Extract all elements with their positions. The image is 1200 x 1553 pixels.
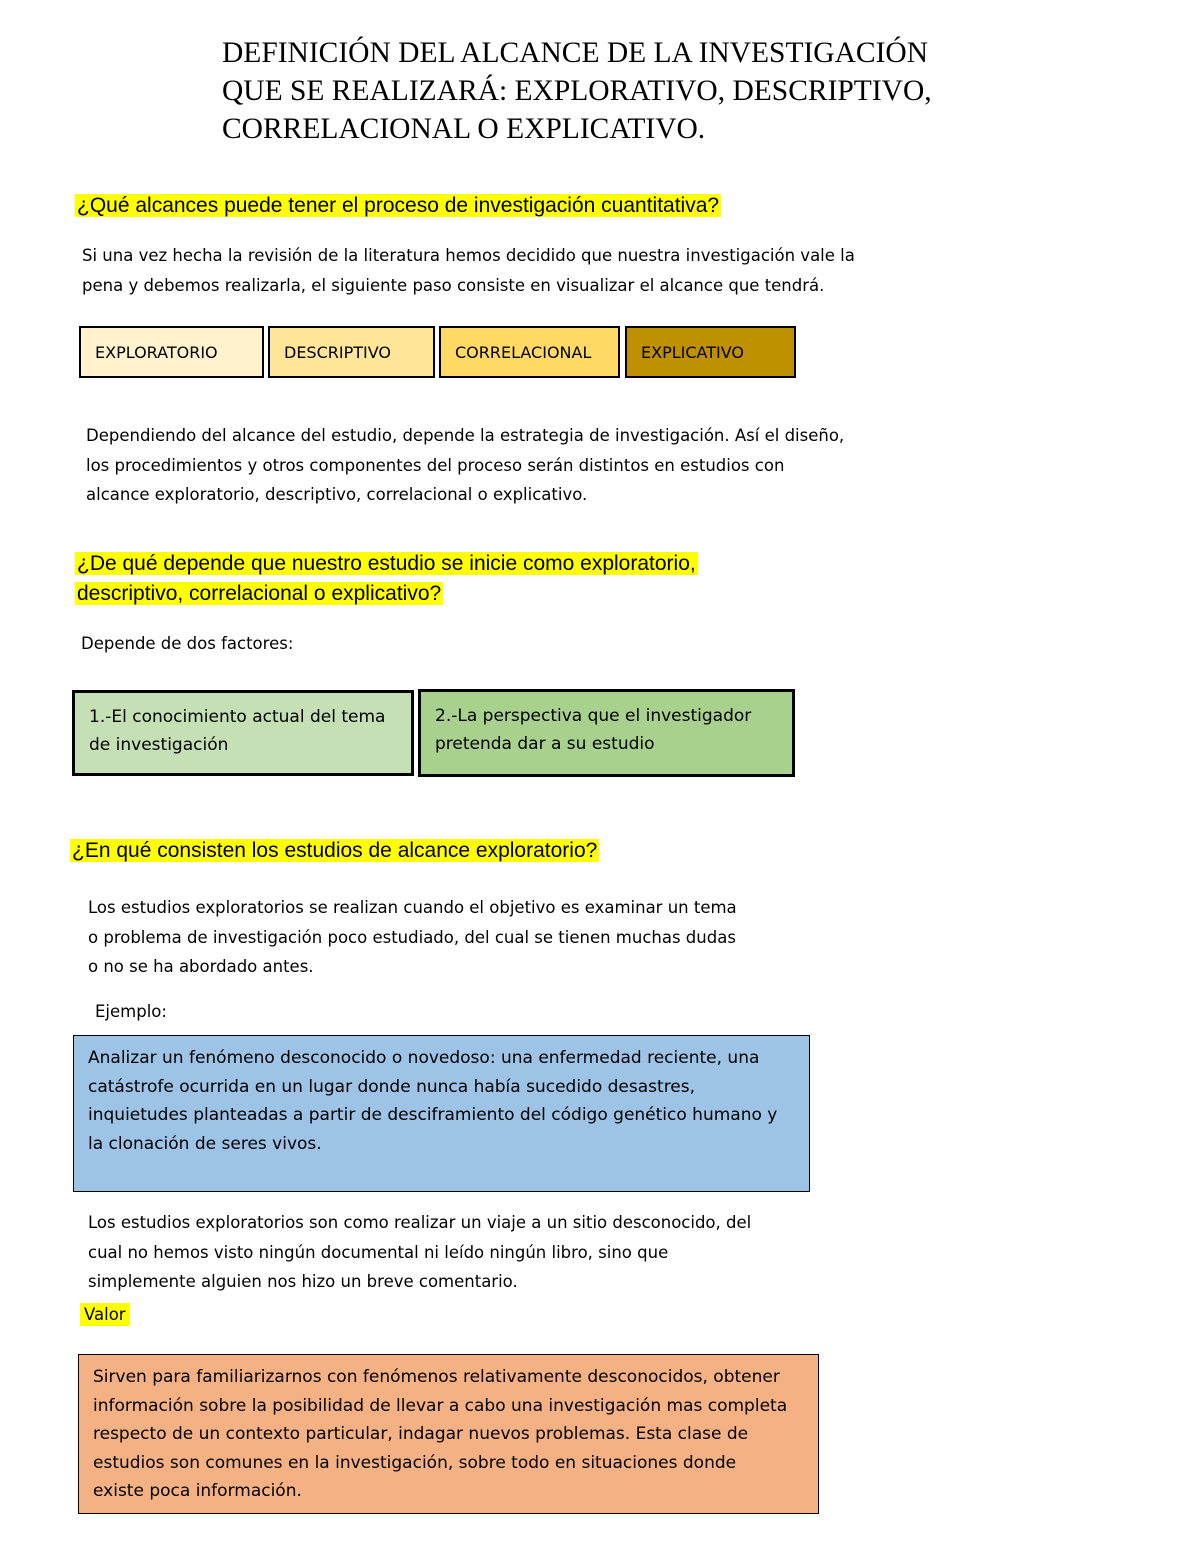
document-title: [222, 34, 1042, 148]
exploratory-definition-paragraph: [88, 893, 737, 982]
title-line: DEFINICIÓN DEL ALCANCE DE LA INVESTIGACIÓN: [222, 37, 929, 69]
example-label-text: Ejemplo:: [95, 1002, 167, 1021]
paragraph-line: cual no hemos visto ningún documental ni leído ningún libro, sino que: [88, 1242, 669, 1262]
question-scopes-text: ¿Qué alcances puede tener el proceso de investigación cuantitativa?: [77, 194, 720, 217]
paragraph-line: o no se ha abordado antes.: [88, 957, 314, 976]
example-label: [95, 997, 167, 1027]
value-line: Sirven para familiarizarnos con fenómenos relativamente desconocidos, obtener: [93, 1367, 780, 1387]
paragraph-line: Los estudios exploratorios se realizan cuando el objetivo es examinar un tema: [88, 898, 737, 917]
paragraph-line: Si una vez hecha la revisión de la literatura hemos decidido que nuestra investigación vale la: [82, 246, 855, 265]
scope-label: EXPLICATIVO: [641, 342, 744, 362]
paragraph-line: alcance exploratorio, descriptivo, correlacional o explicativo.: [86, 485, 588, 504]
value-line: existe poca información.: [93, 1481, 302, 1501]
question-scopes: [75, 191, 721, 221]
paragraph-line: Dependiendo del alcance del estudio, depende la estrategia de investigación. Así el diseño,: [86, 426, 845, 445]
value-line: estudios son comunes en la investigación, sobre todo en situaciones donde: [93, 1452, 737, 1473]
title-line: CORRELACIONAL O EXPLICATIVO.: [222, 113, 706, 145]
factor-line: 1.-El conocimiento actual del tema: [89, 707, 386, 727]
value-line: respecto de un contexto particular, indagar nuevos problemas. Esta clase de: [93, 1424, 749, 1444]
question-exploratory-text: ¿En qué consisten los estudios de alcance exploratorio?: [72, 839, 598, 862]
paragraph-line: pena y debemos realizarla, el siguiente paso consiste en visualizar el alcance que tendrá.: [82, 275, 825, 295]
strategy-paragraph: [86, 421, 844, 510]
paragraph-line: o problema de investigación poco estudiado, del cual se tienen muchas dudas: [88, 927, 736, 947]
paragraph-line: simplemente alguien nos hizo un breve comentario.: [88, 1272, 518, 1291]
example-line: catástrofe ocurrida en un lugar donde nunca había sucedido desastres,: [88, 1076, 696, 1097]
analogy-paragraph: [88, 1208, 751, 1297]
example-line: la clonación de seres vivos.: [88, 1133, 322, 1154]
value-label: [80, 1300, 130, 1330]
paragraph-line: Los estudios exploratorios son como realizar un viaje a un sitio desconocido, del: [88, 1213, 752, 1232]
example-line: Analizar un fenómeno desconocido o novedoso: una enfermedad reciente, una: [88, 1048, 760, 1068]
value-label-text: Valor: [80, 1303, 130, 1326]
factor-box-perspective: [418, 689, 795, 777]
example-line: inquietudes planteadas a partir de desciframiento del código genético humano y: [88, 1105, 778, 1125]
scope-box-explicativo: [625, 326, 796, 378]
title-line: QUE SE REALIZARÁ: EXPLORATIVO, DESCRIPTIVO,: [222, 75, 932, 107]
scope-box-correlacional: [439, 326, 620, 378]
paragraph-line: Depende de dos factores:: [81, 634, 294, 653]
factor-box-knowledge: [72, 690, 414, 776]
factors-intro: [81, 629, 293, 659]
scope-label: DESCRIPTIVO: [284, 342, 391, 362]
example-box: [73, 1035, 810, 1192]
scopes-intro-paragraph: [82, 241, 855, 300]
question-depends: [75, 549, 698, 609]
factor-line: pretenda dar a su estudio: [435, 734, 655, 754]
scope-box-descriptivo: [268, 326, 435, 378]
scope-label: CORRELACIONAL: [455, 342, 592, 362]
scope-box-exploratorio: [79, 326, 264, 378]
factor-line: de investigación: [89, 735, 229, 755]
factor-line: 2.-La perspectiva que el investigador: [435, 706, 752, 726]
value-line: información sobre la posibilidad de llevar a cabo una investigación mas completa: [93, 1395, 788, 1416]
question-line: ¿De qué depende que nuestro estudio se inicie como exploratorio,: [77, 552, 696, 575]
paragraph-line: los procedimientos y otros componentes del proceso serán distintos en estudios con: [86, 455, 785, 475]
value-box: [78, 1354, 819, 1514]
question-exploratory: [70, 836, 599, 866]
question-line: descriptivo, correlacional o explicativo?: [77, 582, 442, 605]
scope-label: EXPLORATORIO: [95, 342, 218, 362]
